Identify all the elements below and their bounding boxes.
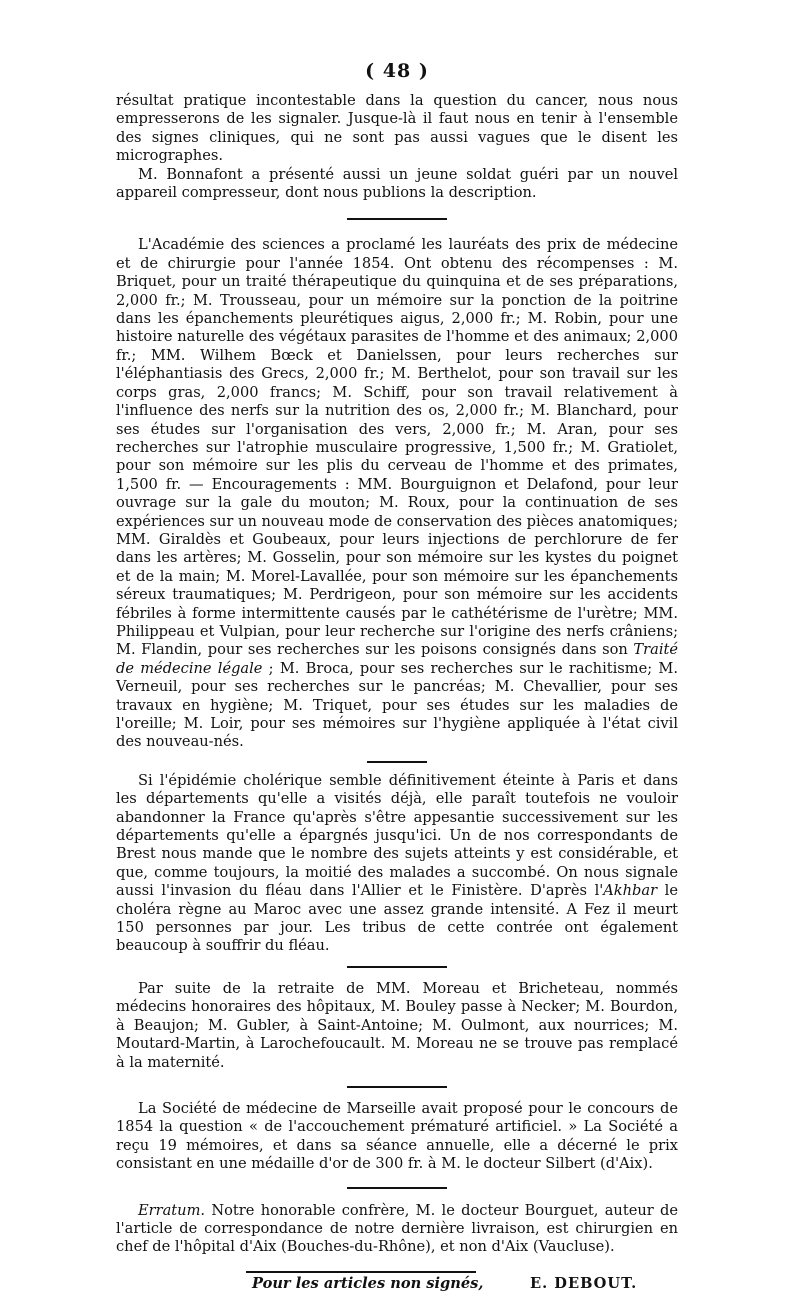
paragraph-hospital-appointments: Par suite de la retraite de MM. Moreau et Bricheteau, nommés médecins honoraires des hôpitaux, M. Bouley passe à Necker; M. Bourdon, à Beaujon; M. Gubler, à Saint-Antoine; M. Oulmont, aux nourrices; M. Moutard-Martin, à Larochefoucault. M. Moreau ne se trouve pas remplacé à la maternité. (116, 979, 678, 1071)
academie-italic-title: Traité de médecine légale (116, 641, 678, 677)
section-divider (347, 1187, 447, 1189)
section-divider (367, 761, 427, 763)
section-divider (347, 218, 447, 220)
academie-text-b: ; M. Broca, pour ses recherches sur le rachitisme; M. Verneuil, pour ses recherches sur le pancréas; M. Chevallier, pour ses travaux en hygiène; M. Triquet, pour ses études sur les maladies de l'oreille; M. Loir, pour ses mémoires sur l'hygiène appliquée à l'état civil des nouveau-nés. (116, 659, 678, 751)
paragraph-marseille-society: La Société de médecine de Marseille avait proposé pour le concours de 1854 la question « de l'accouchement prématuré artificiel. » La Société a reçu 19 mémoires, et dans sa séance annuelle, elle a décerné le prix consistant en une médaille d'or de 300 fr. à M. le docteur Silbert (d'Aix). (116, 1099, 678, 1173)
erratum-label: Erratum. (138, 1201, 206, 1219)
signature-rule (246, 1271, 476, 1273)
signature-line (116, 1275, 678, 1297)
erratum-text: Notre honorable confrère, M. le docteur Bourguet, auteur de l'article de correspondance de notre dernière livraison, est chirurgien en chef de l'hôpital d'Aix (Bouches-du-Rhône), et non d'Aix (Vaucluse). (116, 1201, 678, 1256)
signature-note: Pour les articles non signés, (252, 1274, 484, 1292)
signature-author: E. DEBOUT. (530, 1274, 638, 1292)
page-number: ( 48 ) (365, 60, 429, 82)
paragraph-erratum (116, 1202, 678, 1257)
paragraph-academie-prizes (116, 236, 678, 751)
paragraph-cancer-conclusion: résultat pratique incontestable dans la question du cancer, nous nous empresserons de les signaler. Jusque-là il faut nous en tenir à l'ensemble des signes cliniques, qui ne sont pas aussi vagues que le disent les micrographes. (116, 92, 678, 165)
section-divider (347, 966, 447, 968)
cholera-italic-source: Akhbar (603, 882, 658, 900)
section-divider (347, 1086, 447, 1088)
paragraph-cholera (116, 772, 678, 956)
academie-text-a: L'Académie des sciences a proclamé les lauréats des prix de médecine et de chirurgie pour l'année 1854. Ont obtenu des récompenses : M. Briquet, pour un traité thérapeutique du quinquina et de ses préparations, 2,000 fr.; M. Trousseau, pour un mémoire sur la ponction de la poitrine dans les épanchements pleurétiques aigus, 2,000 fr.; M. Robin, pour une histoire naturelle des végétaux parasites de l'homme et des animaux; 2,000 fr.; MM. Wilhem Bœck et Danielssen, pour leurs recherches sur l'éléphantiasis des Grecs, 2,000 fr.; M. Berthelot, pour son travail sur les corps gras, 2,000 francs; M. Schiff, pour son travail relativement à l'influence des nerfs sur la nutrition des os, 2,000 fr.; M. Blanchard, pour ses études sur l'organisation des vers, 2,000 fr.; M. Aran, pour ses recherches sur l'atrophie musculaire progressive, 1,500 fr.; M. Gratiolet, pour son mémoire sur les plis du cerveau de l'homme et des primates, 1,500 fr. — Encouragements : MM. Bourguignon et Delafond, pour leur ouvrage sur la gale du mouton; M. Roux, pour la continuation de ses expériences sur un nouveau mode de conservation des pièces anatomiques; MM. Giraldès et Goubeaux, pour leurs injections de perchlorure de fer dans les artères; M. Gosselin, pour son mémoire sur les kystes du poignet et de la main; M. Morel-Lavallée, pour son mémoire sur les épanchements séreux traumatiques; M. Perdrigeon, pour son mémoire sur les accidents fébriles à forme intermittente causés par le cathétérisme de l'urètre; MM. Philippeau et Vulpian, pour leur recherche sur l'origine des nerfs crâniens; M. Flandin, pour ses recherches sur les poisons consignés dans son (116, 236, 678, 659)
cholera-text-b: le choléra règne au Maroc avec une assez grande intensité. A Fez il meurt 150 personnes par jour. Les tribus de cette contrée ont également beaucoup à souffrir du fléau. (116, 882, 678, 955)
cholera-text-a: Si l'épidémie cholérique semble définitivement éteinte à Paris et dans les départements qu'elle a visités déjà, elle paraît toutefois ne vouloir abandonner la France qu'après s'être appesantie successivement sur les départements qu'elle a épargnés jusqu'ici. Un de nos correspondants de Brest nous mande que le nombre des sujets atteints y est considérable, et que, comme toujours, la moitié des malades a succombé. On nous signale aussi l'invasion du fléau dans l'Allier et le Finistère. D'après l' (116, 771, 678, 900)
paragraph-bonnafont: M. Bonnafont a présenté aussi un jeune soldat guéri par un nouvel appareil compresseur, dont nous publions la description. (116, 165, 678, 202)
